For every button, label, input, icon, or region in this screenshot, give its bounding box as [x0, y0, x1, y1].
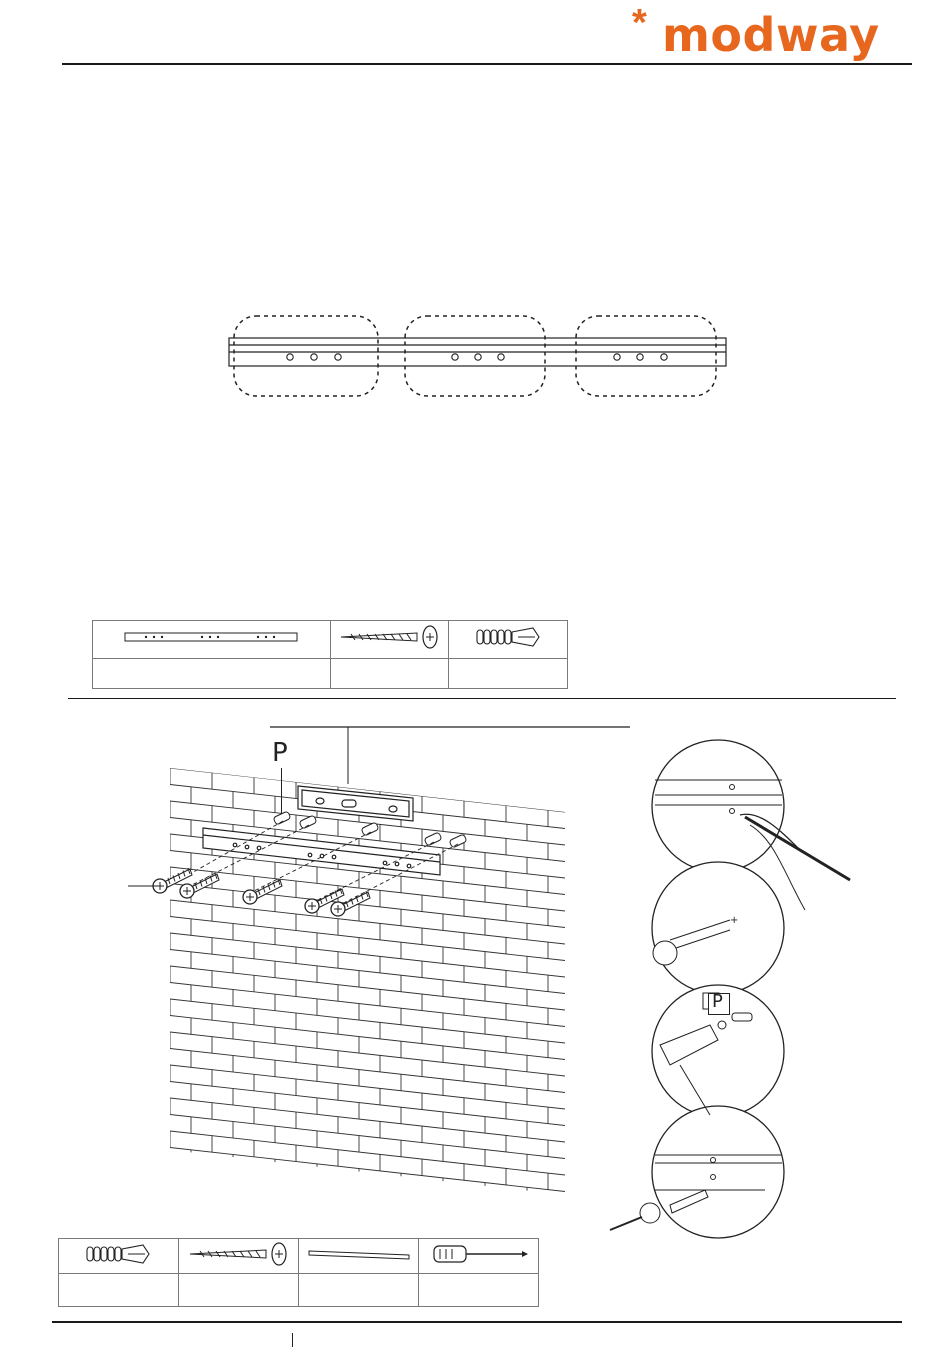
footer-rule: [52, 1321, 902, 1323]
parts-table-top: [92, 620, 568, 689]
rail-hole: [498, 354, 504, 360]
screw-icon: [337, 624, 443, 650]
rail-bracket-icon: [122, 630, 302, 644]
wall-installation-illustration: [0, 700, 640, 1210]
rail-hole: [287, 354, 293, 360]
wall-anchor-icon: [473, 624, 543, 650]
rail-hole: [311, 354, 317, 360]
screwdriver-icon: [426, 1241, 532, 1267]
rail-hole: [335, 354, 341, 360]
rail-bar: [229, 338, 726, 366]
spirit-level-icon: [306, 1247, 412, 1261]
section-divider: [68, 698, 896, 699]
parts-label: [419, 1274, 539, 1307]
parts-cell: [93, 621, 331, 659]
rail-diagram: [0, 0, 950, 420]
rail-hole: [452, 354, 458, 360]
inset-drill: [652, 862, 784, 994]
inset-screw-rail: [652, 1106, 784, 1238]
footer-tick: [292, 1333, 293, 1347]
rail-hole: [475, 354, 481, 360]
inset-mark-hole: [652, 740, 784, 872]
step-insets: [600, 735, 900, 1250]
parts-table-bottom: [58, 1238, 539, 1307]
brand-star-icon: *: [632, 2, 647, 44]
rail-hole: [614, 354, 620, 360]
dashed-region-right: [576, 316, 716, 396]
parts-label: [449, 659, 568, 689]
parts-label: [331, 659, 449, 689]
screw-icon: [186, 1241, 292, 1267]
parts-cell: [179, 1239, 299, 1274]
spirit-level: [298, 786, 413, 821]
svg-text:+: +: [730, 915, 739, 926]
screw-icon: [243, 879, 282, 904]
parts-label: [59, 1274, 179, 1307]
parts-cell: [59, 1239, 179, 1274]
dashed-region-left: [234, 316, 378, 396]
front-screws: [153, 868, 370, 916]
parts-label: [93, 659, 331, 689]
callout-leader: [281, 768, 282, 813]
inset-callout-label: P: [712, 991, 723, 1012]
parts-cell: [331, 621, 449, 659]
parts-label: [179, 1274, 299, 1307]
parts-cell: [449, 621, 568, 659]
parts-cell: [419, 1239, 539, 1274]
rail-hole: [637, 354, 643, 360]
parts-label: [299, 1274, 419, 1307]
rail-hole: [661, 354, 667, 360]
part-callout-label: P: [272, 738, 288, 768]
mounting-rail: [203, 828, 440, 875]
wall-anchor-icon: [83, 1241, 155, 1267]
brand-name: modway: [662, 8, 880, 62]
parts-cell: [299, 1239, 419, 1274]
